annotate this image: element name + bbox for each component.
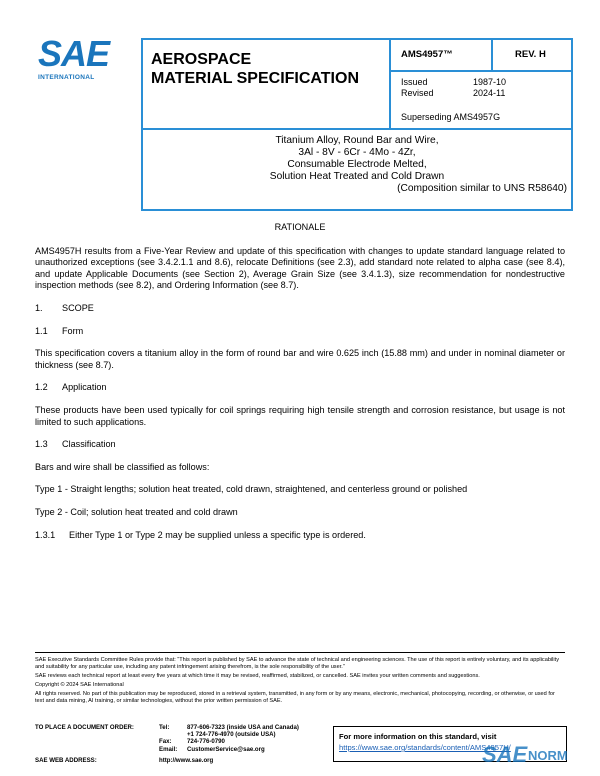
desc-line-1: Titanium Alloy, Round Bar and Wire,: [275, 135, 439, 146]
legal-footer: [35, 652, 565, 707]
section-1-3-heading: [35, 439, 565, 451]
more-info-link[interactable]: https://www.sae.org/standards/content/AMS4957H/: [339, 743, 511, 752]
type-2-text: Type 2 - Coil; solution heat treated and cold drawn: [35, 506, 238, 517]
spec-header: [141, 38, 573, 211]
web-address: [35, 757, 213, 764]
revised-label: Revised: [401, 88, 434, 98]
section-1-3-1: [35, 530, 565, 542]
tel-1: 877-606-7323 (inside USA and Canada): [187, 724, 299, 731]
header-divider: [143, 128, 571, 130]
footer-rules: SAE Executive Standards Committee Rules provide that: “This report is published by SAE to advance the state of technical and engineering sciences. The use of this report is entirely voluntary, and its applicability and suitability for any particular use, including any patent infringement arising therefrom, is the sole responsibility of the user.”: [35, 657, 560, 670]
watermark-sae: SAE: [482, 742, 528, 767]
logo-subtitle: INTERNATIONAL: [38, 74, 95, 81]
section-title: SCOPE: [62, 302, 94, 313]
spec-revision: REV. H: [493, 40, 571, 72]
footer-copyright: Copyright © 2024 SAE International: [35, 682, 124, 688]
order-contact: [35, 724, 299, 753]
spec-description: [143, 135, 571, 195]
section-number: 1.2: [35, 382, 48, 393]
rationale-text: AMS4957H results from a Five-Year Review and update of this specification with changes to update standard language related to unauthorized exceptions (see 3.4.2.1.1 and 8.6), relocate Definitions (see 2.3), add standard note related to alpha case (see 8.4), and update Applicable Documents (see Section 2), Average Grain Size (see 3.4.1.3), size recommendation for nondestructive inspection methods (see 8.2), and Ordering Information (see 8.7).: [35, 245, 565, 291]
sae-logo: [38, 33, 126, 88]
section-title: Form: [62, 325, 84, 336]
watermark-text: NORM: [528, 748, 568, 763]
section-number: 1.3.1: [35, 529, 56, 540]
issued-label: Issued: [401, 77, 428, 87]
section-number: 1.1: [35, 325, 48, 336]
spec-code: AMS4957™: [391, 40, 493, 72]
rationale-heading: RATIONALE: [274, 222, 326, 232]
more-info-title: For more information on this standard, visit: [339, 732, 497, 741]
type-1-text: Type 1 - Straight lengths; solution heat treated, cold drawn, straightened, and centerless ground or polished: [35, 484, 468, 495]
composition-note: (Composition similar to UNS R58640): [397, 183, 567, 194]
section-1-3-text: Bars and wire shall be classified as follows:: [35, 461, 210, 472]
desc-line-4: Solution Heat Treated and Cold Drawn: [269, 171, 445, 182]
section-title: Classification: [62, 439, 116, 450]
section-1-1-heading: [35, 326, 565, 338]
tel-label: Tel:: [159, 724, 170, 731]
desc-line-2: 3Al - 8V - 6Cr - 4Mo - 4Zr,: [298, 147, 416, 158]
issued-date: 1987-10: [473, 77, 507, 87]
section-1-2-heading: [35, 382, 565, 394]
title-line-1: AEROSPACE: [151, 51, 252, 68]
footer-review: SAE reviews each technical report at least every five years at which time it may be revised, reaffirmed, stabilized, or cancelled. SAE invites your written comments and suggestions.: [35, 673, 480, 679]
email-address[interactable]: CustomerService@sae.org: [187, 745, 265, 753]
desc-line-3: Consumable Electrode Melted,: [287, 159, 427, 170]
spec-title: [143, 40, 391, 128]
logo-mark: SAE: [38, 33, 110, 74]
section-text: Either Type 1 or Type 2 may be supplied unless a specific type is ordered.: [69, 529, 366, 540]
title-line-2: MATERIAL SPECIFICATION: [151, 70, 359, 87]
email-label: Email:: [159, 745, 178, 753]
web-label: SAE WEB ADDRESS:: [35, 757, 97, 764]
web-link[interactable]: http://www.sae.org: [159, 757, 214, 764]
watermark-logo: [480, 740, 600, 774]
revised-date: 2024-11: [473, 88, 506, 98]
section-title: Application: [62, 382, 107, 393]
document-body: [35, 222, 565, 552]
footer-rights: All rights reserved. No part of this publication may be reproduced, stored in a retrieval system, transmitted, in any form or by any means, electronic, mechanical, photocopying, recording, or otherwise, or used for text and data mining, AI training, or similar technologies, without the prior written permission of SAE.: [35, 691, 555, 704]
section-1-1-text: This specification covers a titanium alloy in the form of round bar and wire 0.625 inch (15.88 mm) and under in nominal diameter or thickness (see 8.7).: [35, 348, 565, 370]
superseding-note: Superseding AMS4957G: [401, 112, 501, 122]
section-number: 1.: [35, 302, 43, 313]
section-1-heading: [35, 303, 565, 315]
tel-2: +1 724-776-4970 (outside USA): [187, 731, 276, 739]
section-number: 1.3: [35, 439, 48, 450]
order-label: TO PLACE A DOCUMENT ORDER:: [35, 724, 134, 731]
fax-label: Fax:: [159, 738, 172, 746]
section-1-2-text: These products have been used typically for coil springs requiring high tensile strength and corrosion resistance, but usage is not limited to such applications.: [35, 404, 565, 427]
spec-dates: [391, 72, 571, 128]
fax-number: 724-776-0790: [187, 738, 225, 746]
